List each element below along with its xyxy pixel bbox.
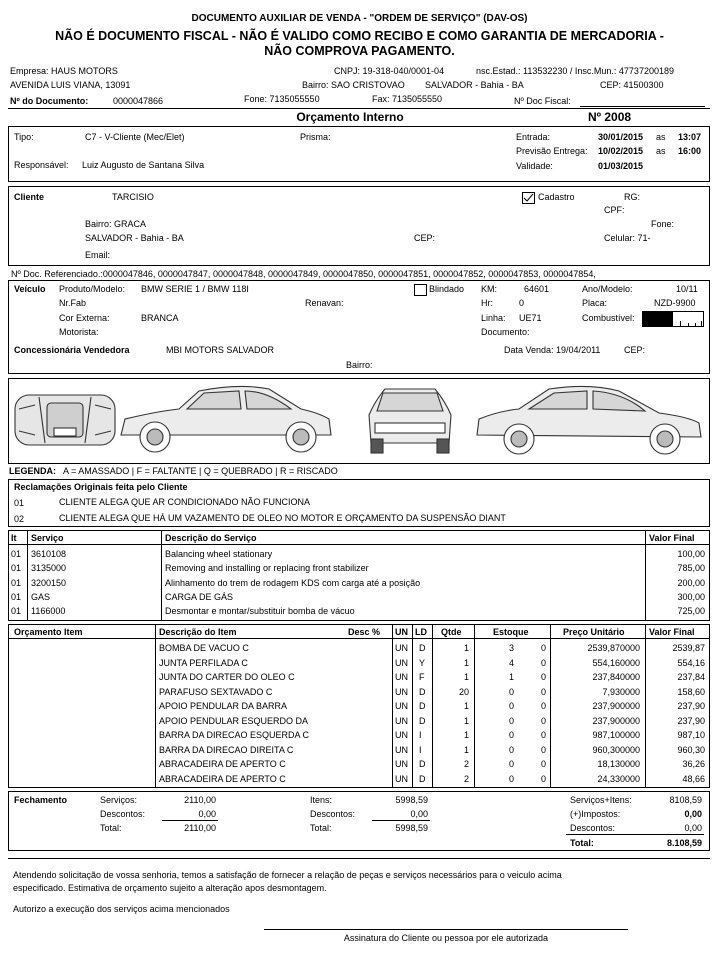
fuel-level-fill — [643, 312, 673, 326]
tipo-label: Tipo: — [14, 132, 34, 142]
tipo-value: C7 - V-Cliente (Mec/Elet) — [85, 132, 185, 142]
company-fax: Fax: 7135055550 — [372, 94, 443, 104]
item-cell-est1: 0 — [508, 773, 514, 784]
servicos-header-it: It — [11, 533, 17, 543]
servicos-header-servico: Serviço — [31, 533, 64, 543]
item-cell-valor: 237,90 — [677, 701, 705, 711]
item-cell-un: UN — [395, 773, 408, 784]
item-cell-est1: 1 — [508, 672, 514, 682]
itens-header-valor: Valor Final — [649, 627, 695, 637]
check-icon — [523, 193, 534, 203]
documento-label: Documento: — [481, 327, 530, 337]
servico-cell-valor: 200,00 — [677, 577, 705, 588]
nrfab-label: Nr.Fab — [59, 298, 87, 308]
company-inscricao: nsc.Estad.: 113532230 / Insc.Mun.: 47737200189 — [476, 66, 674, 76]
veiculo-label: Veículo — [14, 284, 46, 294]
company-name: Empresa: HAUS MOTORS — [10, 66, 118, 76]
item-cell-unitario: 960,300000 — [592, 744, 640, 755]
reclamacao-text: CLIENTE ALEGA QUE AR CONDICIONADO NÃO FUNCIONA — [59, 497, 311, 507]
previsao-label: Previsão Entrega: — [516, 146, 588, 156]
item-cell-un: UN — [395, 730, 408, 740]
item-cell-descricao: PARAFUSO SEXTAVADO C — [159, 686, 273, 697]
hr-value: 0 — [519, 298, 525, 308]
linha-label: Linha: — [481, 313, 506, 323]
car-diagram — [8, 378, 710, 464]
item-cell-ld: D — [419, 773, 426, 784]
responsavel-value: Luiz Augusto de Santana Silva — [82, 160, 205, 170]
fech-descontos2-label: Descontos: — [310, 809, 356, 819]
servicos-header-descricao: Descrição do Serviço — [165, 533, 257, 543]
item-cell-est2: 0 — [540, 730, 546, 740]
item-cell-ld: I — [419, 744, 422, 755]
fech-total2-label: Total: — [310, 823, 332, 833]
item-cell-descricao: ABRACADEIRA DE APERTO C — [159, 773, 286, 784]
servico-cell-codigo: 3610108 — [31, 549, 67, 559]
servico-cell-descricao: Alinhamento do trem de rodagem KDS com carga até a posição — [165, 577, 421, 588]
renavan-label: Renavan: — [305, 298, 344, 308]
concessionaria-value: MBI MOTORS SALVADOR — [166, 345, 275, 355]
item-cell-unitario: 987,100000 — [592, 730, 640, 740]
servico-cell-valor: 300,00 — [677, 591, 705, 602]
placa-label: Placa: — [582, 298, 608, 308]
company-cep: CEP: 41500300 — [600, 80, 664, 90]
cliente-bairro: Bairro: GRACA — [85, 219, 147, 229]
item-cell-est1: 0 — [508, 759, 514, 769]
validade-label: Validade: — [516, 161, 553, 171]
itens-header-un: UN — [395, 627, 408, 637]
hr-label: Hr: — [481, 298, 493, 308]
doc-number-label: Nº do Documento: — [10, 96, 89, 106]
fech-servicos-value: 2110,00 — [184, 795, 216, 805]
produto-label: Produto/Modelo: — [59, 284, 126, 294]
rg-label: RG: — [624, 192, 641, 202]
car-side-view-left — [121, 386, 331, 452]
blindado-label: Blindado — [429, 284, 465, 294]
item-cell-est1: 0 — [508, 686, 514, 697]
item-cell-est1: 0 — [508, 701, 514, 711]
item-cell-est1: 4 — [508, 657, 514, 668]
cor-label: Cor Externa: — [59, 313, 110, 323]
previsao-as: as — [656, 146, 666, 156]
itens-header-descricao: Descrição do Item — [159, 627, 237, 637]
fech-impostos-label: (+)Impostos: — [570, 809, 621, 819]
validade-date: 01/03/2015 — [598, 161, 644, 171]
servico-cell-descricao: Balancing wheel stationary — [165, 549, 273, 559]
car-top-view — [15, 395, 115, 445]
item-cell-est1: 3 — [508, 643, 514, 653]
fech-total3-value: 8.108,59 — [666, 838, 702, 848]
cadastro-checkbox[interactable] — [522, 192, 535, 204]
item-cell-unitario: 554,160000 — [592, 657, 640, 668]
item-cell-qtde: 1 — [463, 730, 469, 740]
item-cell-un: UN — [395, 643, 408, 653]
car-front-view — [369, 389, 451, 453]
item-cell-valor: 554,16 — [677, 657, 705, 668]
item-cell-est2: 0 — [540, 643, 546, 653]
orcamento-number: Nº 2008 — [588, 110, 632, 124]
doc-fiscal-label: Nº Doc Fiscal: — [514, 96, 571, 106]
cliente-name: TARCISIO — [112, 192, 154, 202]
item-cell-descricao: BARRA DA DIRECAO ESQUERDA C — [159, 730, 310, 740]
separator — [8, 108, 710, 109]
servico-cell-descricao: CARGA DE GÁS — [165, 591, 234, 602]
itens-header-unitario: Preço Unitário — [563, 627, 625, 637]
servico-cell-descricao: Desmontar e montar/substituir bomba de vácuo — [165, 606, 355, 617]
servico-cell-it: 01 — [11, 577, 22, 588]
fech-total-value: 2110,00 — [184, 823, 216, 833]
fechamento-label: Fechamento — [14, 795, 68, 805]
fech-total2-value: 5998,59 — [395, 823, 428, 833]
legenda-label: LEGENDA: — [9, 466, 56, 476]
item-cell-valor: 960,30 — [677, 744, 705, 755]
item-cell-valor: 158,60 — [677, 686, 705, 697]
item-cell-ld: Y — [419, 657, 426, 668]
servico-cell-codigo: GAS — [31, 591, 51, 602]
doc-title-1: DOCUMENTO AUXILIAR DE VENDA - "ORDEM DE SERVIÇO" (DAV-OS) — [191, 13, 528, 24]
item-cell-unitario: 7,930000 — [602, 686, 640, 697]
servico-cell-it: 01 — [11, 591, 22, 602]
entrada-time: 13:07 — [678, 132, 702, 142]
fech-itens-value: 5998,59 — [395, 795, 428, 805]
item-cell-descricao: APOIO PENDULAR ESQUERDO DA — [159, 715, 309, 726]
company-city: SALVADOR - Bahia - BA — [425, 80, 524, 90]
servico-cell-it: 01 — [11, 606, 22, 617]
fech-descontos-label: Descontos: — [100, 809, 146, 819]
linha-value: UE71 — [519, 313, 542, 323]
item-cell-descricao: ABRACADEIRA DE APERTO C — [159, 759, 286, 769]
item-cell-descricao: JUNTA PERFILADA C — [159, 657, 248, 668]
servicos-header-valor: Valor Final — [649, 533, 695, 543]
itens-header-estoque: Estoque — [493, 627, 529, 637]
reclamacoes-title: Reclamações Originais feita pelo Cliente — [14, 482, 188, 492]
cor-value: BRANCA — [141, 313, 179, 323]
fech-total-label: Total: — [100, 823, 122, 833]
fone-label: Fone: — [651, 219, 675, 229]
ano-label: Ano/Modelo: — [582, 284, 633, 294]
item-cell-descricao: APOIO PENDULAR DA BARRA — [159, 701, 288, 711]
responsavel-label: Responsável: — [14, 160, 69, 170]
item-cell-est2: 0 — [540, 744, 546, 755]
item-cell-est2: 0 — [540, 657, 546, 668]
fech-descontos3-label: Descontos: — [570, 823, 616, 833]
fuel-gauge — [642, 311, 704, 327]
veiculo-cep: CEP: — [624, 345, 646, 355]
item-cell-ld: D — [419, 701, 426, 711]
item-cell-descricao: JUNTA DO CARTER DO OLEO C — [159, 672, 295, 682]
item-cell-est2: 0 — [540, 715, 546, 726]
doc-number: 0000047866 — [113, 96, 164, 106]
item-cell-valor: 987,10 — [677, 730, 705, 740]
item-cell-qtde: 1 — [463, 715, 469, 726]
item-cell-un: UN — [395, 657, 408, 668]
item-cell-valor: 237,84 — [677, 672, 705, 682]
fech-itens-label: Itens: — [310, 795, 333, 805]
item-cell-ld: D — [419, 643, 426, 653]
itens-header-desc: Desc % — [348, 627, 381, 637]
item-cell-valor: 36,26 — [682, 759, 705, 769]
item-cell-est2: 0 — [540, 672, 546, 682]
servico-cell-codigo: 1166000 — [31, 606, 66, 617]
servico-cell-valor: 725,00 — [677, 606, 705, 617]
item-cell-un: UN — [395, 686, 408, 697]
item-cell-est2: 0 — [540, 701, 546, 711]
doc-referenciado: Nº Doc. Referenciado.:0000047846, 0000047847, 0000047848, 0000047849, 0000047850, 0000047851, 0000047852, 0000047853, 0000047854, — [11, 269, 596, 279]
cliente-cep: CEP: — [414, 233, 436, 243]
item-cell-un: UN — [395, 759, 408, 769]
doc-fiscal-line — [580, 106, 705, 107]
item-cell-unitario: 237,840000 — [592, 672, 640, 682]
company-bairro: Bairro: SAO CRISTOVAO — [302, 80, 405, 90]
cliente-label: Cliente — [14, 192, 45, 202]
company-phone: Fone: 7135055550 — [244, 94, 320, 104]
item-cell-est2: 0 — [540, 686, 546, 697]
placa-value: NZD-9900 — [654, 298, 696, 308]
cadastro-label: Cadastro — [538, 192, 575, 202]
cpf-label: CPF: — [604, 205, 625, 215]
item-cell-unitario: 2539,870000 — [587, 643, 640, 653]
item-cell-est1: 0 — [508, 744, 514, 755]
fech-servitens-value: 8108,59 — [669, 795, 702, 805]
veiculo-bairro: Bairro: — [346, 360, 373, 370]
item-cell-descricao: BOMBA DE VACUO C — [159, 643, 249, 653]
item-cell-ld: I — [419, 730, 422, 740]
servico-cell-codigo: 3200150 — [31, 577, 67, 588]
item-cell-unitario: 237,900000 — [592, 701, 640, 711]
concessionaria-label: Concessionária Vendedora — [14, 345, 130, 355]
fech-total3-label: Total: — [570, 838, 594, 848]
item-cell-un: UN — [395, 744, 408, 755]
servico-cell-codigo: 3135000 — [31, 563, 67, 574]
itens-header-ld: LD — [415, 627, 427, 637]
item-cell-ld: F — [419, 672, 425, 682]
legenda-text: A = AMASSADO | F = FALTANTE | Q = QUEBRADO | R = RISCADO — [63, 466, 338, 476]
servico-cell-it: 01 — [11, 549, 22, 559]
previsao-time: 16:00 — [678, 146, 702, 156]
ano-value: 10/11 — [676, 284, 698, 294]
item-cell-qtde: 1 — [463, 701, 469, 711]
motorista-label: Motorista: — [59, 327, 99, 337]
itens-header-qtde: Qtde — [441, 627, 462, 637]
servico-cell-descricao: Removing and installing or replacing front stabilizer — [165, 563, 369, 574]
item-cell-un: UN — [395, 701, 408, 711]
signature-line — [264, 929, 628, 930]
item-cell-valor: 2539,87 — [672, 643, 705, 653]
signature-caption: Assinatura do Cliente ou pessoa por ele autorizada — [343, 933, 549, 943]
item-cell-valor: 48,66 — [682, 773, 705, 784]
item-cell-valor: 237,90 — [677, 715, 705, 726]
fech-descontos3-value: 0,00 — [684, 823, 702, 833]
doc-title-2: NÃO É DOCUMENTO FISCAL - NÃO É VALIDO COMO RECIBO E COMO GARANTIA DE MERCADORIA - — [55, 29, 664, 43]
item-cell-ld: D — [419, 759, 426, 769]
item-cell-qtde: 1 — [463, 643, 469, 653]
fech-descontos2-value: 0,00 — [410, 809, 428, 819]
servico-cell-it: 01 — [11, 563, 22, 574]
item-cell-unitario: 18,130000 — [597, 759, 640, 769]
reclamacao-num: 01 — [14, 498, 25, 508]
item-cell-unitario: 237,900000 — [592, 715, 640, 726]
fech-servicos-label: Serviços: — [100, 795, 138, 805]
item-cell-qtde: 20 — [458, 686, 469, 697]
footer-autorizo: Autorizo a execução dos serviços acima mencionados — [13, 904, 230, 914]
item-cell-qtde: 1 — [463, 744, 469, 755]
item-cell-ld: D — [419, 686, 426, 697]
entrada-as: as — [656, 132, 666, 142]
item-cell-descricao: BARRA DA DIRECAO DIREITA C — [159, 744, 294, 755]
km-label: KM: — [481, 284, 498, 294]
reclamacao-num: 02 — [14, 514, 25, 524]
cliente-city: SALVADOR - Bahia - BA — [85, 233, 184, 243]
orcamento-title: Orçamento Interno — [296, 110, 404, 124]
car-side-view-right — [477, 386, 701, 454]
entrada-label: Entrada: — [516, 132, 551, 142]
email-label: Email: — [85, 250, 111, 260]
celular-label: Celular: 71- — [604, 233, 651, 243]
car-damage-diagram — [9, 379, 709, 463]
item-cell-un: UN — [395, 715, 408, 726]
company-address: AVENIDA LUIS VIANA, 13091 — [10, 80, 131, 90]
blindado-checkbox[interactable] — [414, 284, 427, 296]
itens-header-item: Orçamento Item — [14, 627, 83, 637]
combustivel-label: Combustível: — [582, 313, 635, 323]
entrada-date: 30/01/2015 — [598, 132, 644, 142]
data-venda: Data Venda: 19/04/2011 — [504, 345, 601, 355]
fech-servitens-label: Serviços+Itens: — [570, 795, 632, 805]
servico-cell-valor: 100,00 — [677, 549, 705, 559]
item-cell-qtde: 2 — [463, 773, 469, 784]
item-cell-est2: 0 — [540, 759, 546, 769]
km-value: 64601 — [524, 284, 550, 294]
fech-descontos-value: 0,00 — [198, 809, 216, 819]
doc-title-3: NÃO COMPROVA PAGAMENTO. — [264, 44, 455, 58]
item-cell-est2: 0 — [540, 773, 546, 784]
servico-cell-valor: 785,00 — [677, 563, 705, 574]
reclamacao-text: CLIENTE ALEGA QUE HÁ UM VAZAMENTO DE OLEO NO MOTOR E ORÇAMENTO DA SUSPENSÃO DIANT — [59, 513, 506, 523]
produto-value: BMW SERIE 1 / BMW 118I — [141, 284, 249, 294]
item-cell-est1: 0 — [508, 715, 514, 726]
item-cell-qtde: 1 — [463, 672, 469, 682]
item-cell-unitario: 24,330000 — [597, 773, 640, 784]
footer-text-2: especificado. Estimativa de orçamento sujeito a alteração apos desmontagem. — [13, 883, 327, 893]
item-cell-ld: D — [419, 715, 426, 726]
item-cell-un: UN — [395, 672, 408, 682]
previsao-date: 10/02/2015 — [598, 146, 644, 156]
prisma-label: Prisma: — [300, 132, 331, 142]
fech-impostos-value: 0,00 — [684, 809, 702, 819]
item-cell-qtde: 1 — [463, 657, 469, 668]
item-cell-est1: 0 — [508, 730, 514, 740]
company-cnpj: CNPJ: 19-318-040/0001-04 — [334, 66, 445, 76]
footer-text-1: Atendendo solicitação de vossa senhoria, temos a satisfação de fornecer a relação de peças e serviços necessários para o veiculo acima — [13, 870, 562, 880]
item-cell-qtde: 2 — [463, 759, 469, 769]
